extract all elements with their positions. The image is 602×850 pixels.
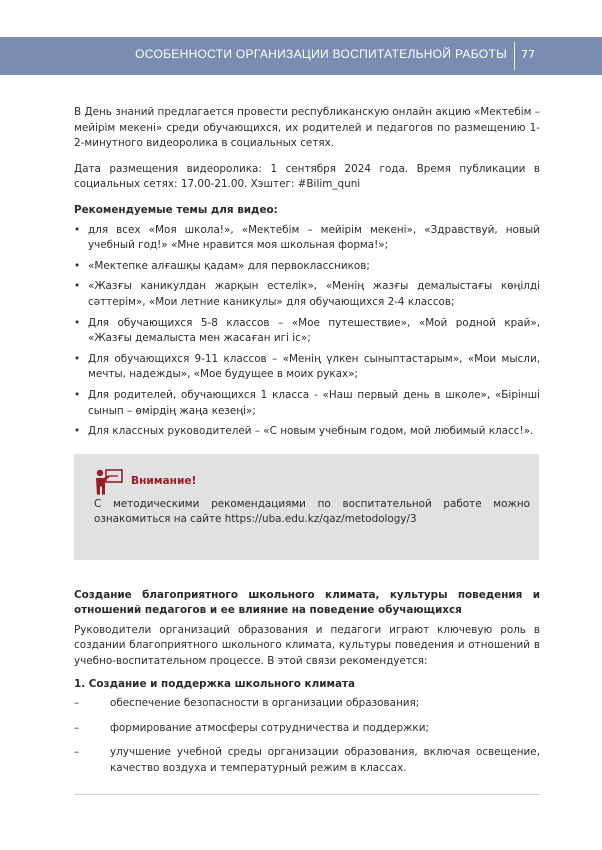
list-item: • «Мектепке алғашқы қадам» для первоклассников;: [74, 259, 540, 275]
notice-title: Внимание!: [131, 474, 197, 487]
list-item: – улучшение учебной среды организации образования, включая освещение, качество воздуха и температурный режим в классах.: [74, 746, 540, 775]
list-item: • Для классных руководителей – «С новым учебным годом, мой любимый класс!».: [74, 424, 540, 440]
list-item: – формирование атмосферы сотрудничества и поддержки;: [74, 721, 540, 737]
page-number: 77: [521, 48, 535, 61]
bullet-icon: •: [74, 316, 81, 329]
climate-subheading: 1. Создание и поддержка школьного климата: [74, 677, 356, 690]
dash-marker: –: [74, 697, 80, 710]
list-item: • «Жазғы каникулдан жарқын естелік», «Менің жазғы демалыстағы көңілді сәттерім», «Мои летние каникулы» для обучающихся 2-4 классов;: [74, 280, 540, 308]
bullet-icon: •: [74, 388, 81, 401]
bullet-icon: •: [74, 425, 81, 438]
bullet-icon: •: [74, 280, 81, 293]
intro-paragraph-1: В День знаний предлагается провести республиканскую онлайн акцию «Мектебім – мейірім мекені» среди обучающихся, их родителей и педагогов по размещению 1-2-минутного видеоролика в социальных сетях.: [74, 106, 540, 150]
climate-heading: Создание благоприятного школьного климата, культуры поведения и отношений педагогов и ее влияние на поведение обучающихся: [74, 588, 540, 617]
climate-paragraph: Руководители организаций образования и педагоги играют ключевую роль в создании благоприятного школьного климата, культуры поведения и отношений в учебно-воспитательном процессе. В этой связи рекомендуется:: [74, 623, 540, 668]
intro-paragraph-2: Дата размещения видеоролика: 1 сентября 2024 года. Время публикации в социальных сетях: 17.00-21.00. Хэштег: #Bilim_quni: [74, 162, 540, 191]
list-item: • Для обучающихся 5-8 классов – «Мое путешествие», «Мой родной край», «Жазғы демалыста мен жасаған игі іс»;: [74, 316, 540, 345]
attention-notice-box: [74, 454, 539, 560]
header-separator: [514, 42, 515, 70]
dash-marker: –: [74, 721, 80, 734]
topics-heading: Рекомендуемые темы для видео:: [74, 203, 278, 216]
topics-list: [74, 223, 540, 440]
list-item: • Для обучающихся 9-11 классов – «Менің үлкен сыныптастарым», «Мои мысли, мечты, надежды», «Мое будущее в моих руках»;: [74, 352, 540, 381]
list-item: • Для родителей, обучающихся 1 класса - «Наш первый день в школе», «Бірінші сынып – өмірдің жаңа кезеңі»;: [74, 388, 540, 417]
footer-divider: [74, 794, 540, 795]
list-item: – обеспечение безопасности в организации образования;: [74, 696, 540, 712]
dash-marker: –: [74, 746, 80, 759]
bullet-icon: •: [74, 259, 81, 272]
page-body: [74, 105, 540, 786]
notice-text: С методическими рекомендациями по воспитательной работе можно ознакомиться на сайте https://uba.edu.kz/qaz/metodology/3: [94, 497, 530, 526]
bullet-icon: •: [74, 223, 81, 236]
climate-list: [74, 696, 540, 776]
list-item: • для всех «Моя школа!», «Мектебім – мейірім мекені», «Здравствуй, новый учебный год!» «Мне нравится моя школьная форма!»;: [74, 223, 540, 252]
running-header-title: ОСОБЕННОСТИ ОРГАНИЗАЦИИ ВОСПИТАТЕЛЬНОЙ РАБОТЫ: [135, 47, 507, 61]
bullet-icon: •: [74, 352, 81, 365]
